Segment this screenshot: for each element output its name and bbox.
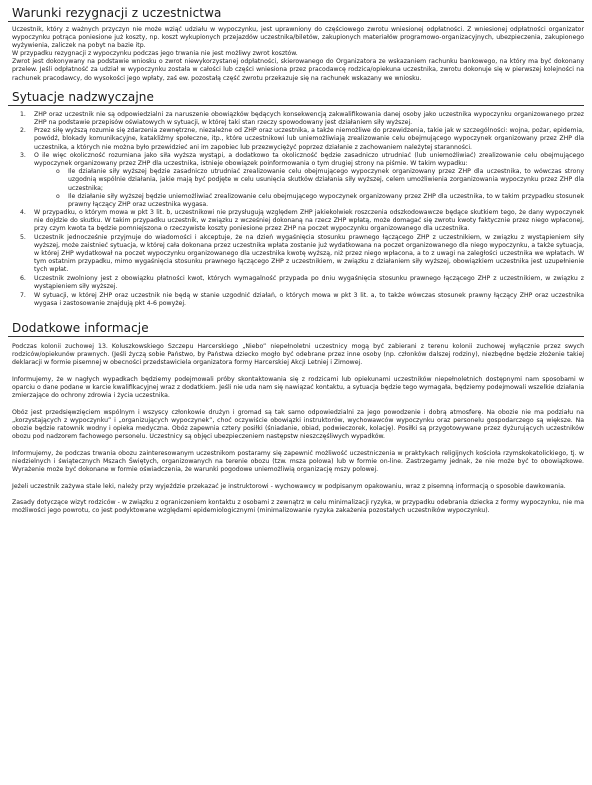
paragraph: Uczestnik, który z ważnych przyczyn nie może wziąć udziału w wypoczynku, jest uprawniony do częściowego zwrotu wniesionej odpłatności. Z wniesionej odpłatności organizator wypoczynku potrąca poniesione już koszty, np. koszt wykupionych przejazdów uczestnika/biletów, zakupionych materiałów programowo-organizacyjnych, ubezpieczenia, zakupionego wyżywienia, zaliczek na pobyt na bazie itp. — [12, 26, 584, 50]
list-item-text: Uczestnik zwolniony jest z obowiązku płatności kwot, których wymagalność przypada po dniu wygaśnięcia stosunku prawnego łączącego ZHP z uczestnikiem, w związku z wystąpieniem siły wyższej. — [34, 275, 584, 291]
sub-list-item — [56, 168, 584, 192]
section-title-additional-info: Dodatkowe informacje — [8, 321, 584, 337]
section-body-resignation — [8, 26, 584, 83]
list-item — [22, 234, 584, 274]
paragraph: Jeżeli uczestnik zażywa stale leki, należy przy wyjeździe przekazać je instruktorowi - wychowawcy w podpisanym opakowaniu, wraz z pisemną informacją o sposobie dawkowania. — [12, 482, 566, 490]
paragraph: Podczas kolonii zuchowej 13. Koluszkowskiego Szczepu Harcerskiego „Niebo” niepełnoletni uczestnicy mogą być zabierani z terenu kolonii zuchowej wyłącznie przez swych rodziców/opiekunów prawnych. (Jeśli życzą sobie Państwo, by Państwa dziecko mogło być odebrane przez inne osoby (np. członków dalszej rodziny), niezbędne będzie złożenie takiej deklaracji w formie pisemnej w obecności przedstawiciela organizatora formy Harcerskiej Akcji Letniej i Zimowej. — [12, 342, 584, 367]
paragraph: W przypadku rezygnacji z wypoczynku podczas jego trwania nie jest możliwy zwrot kosztów. — [12, 50, 298, 58]
sub-bullet: o — [56, 168, 60, 176]
list-item — [22, 292, 584, 308]
paragraph: Zwrot jest dokonywany na podstawie wniosku o zwrot niewykorzystanej odpłatności, skierowanego do Organizatora ze wskazaniem rachunku bankowego, na który ma być dokonany przelew. Jeśli odpłatność za udział w wypoczynku została w całości lub części wniesiona przez pracodawcę rodzica/opiekuna uczestnika, zwrotu dokonuje się w pierwszej kolejności na rachunek pracodawcy, do wysokości jego wpłaty, zaś ew. pozostałą część zwrotu przekazuje się na rachunek wskazany we wniosku. — [12, 58, 584, 82]
list-number: 1. — [20, 110, 26, 118]
section-title-force-majeure: Sytuacje nadzwyczajne — [8, 90, 584, 106]
list-item-text: O ile więc okoliczność rozumiana jako siła wyższa wystąpi, a dodatkowo ta okoliczność będzie zasadniczo utrudniać (lub uniemożliwiać) zrealizowanie celu obejmującego wypoczynek organizowany przez ZHP dla uczestnika, istnieje obowiązek poinformowania o tym drugiej strony na piśmie. W takim wypadku: — [34, 152, 584, 168]
list-item-text: W przypadku, o którym mowa w pkt 3 lit. b, uczestnikowi nie przysługują względem ZHP jakiekolwiek roszczenia odszkodowawcze będące skutkiem tego, że dany wypoczynek nie dojdzie do skutku. W takim przypadku uczestnik, w związku z wcześniej dokonaną na rzecz ZHP wpłatą, może domagać się zwrotu kwoty faktycznie przez niego wpłaconej, przy czym kwota ta będzie pomniejszona o rzeczywiste koszty poniesione przez ZHP na poczet wypoczynku organizowanego dla uczestnika. — [34, 209, 584, 233]
list-item — [22, 127, 584, 151]
list-number: 6. — [20, 275, 26, 283]
section-title-resignation: Warunki rezygnacji z uczestnictwa — [8, 6, 584, 22]
list-number: 7. — [20, 291, 26, 299]
list-item — [22, 152, 584, 209]
list-item-text: Przez siłę wyższą rozumie się zdarzenia zewnętrzne, niezależne od ZHP oraz uczestnika, a także niemożliwe do przewidzenia, takie jak w szczególności: wojna, pożar, epidemia, powódź, blokady komunikacyjne, katakliźmy społeczne, itp., które uczestnikowi lub uniemożliwiają zrealizowanie celu obejmującego wypoczynek organizowany przez ZHP dla uczestnika, a których nie można było przewidzieć ani im zapobiec lub przezwyciężyć poprzez działanie z zachowaniem należytej staranności. — [34, 127, 584, 151]
sub-list — [34, 168, 584, 208]
list-number: 4. — [20, 209, 26, 217]
list-item — [22, 209, 584, 233]
paragraph: Informujemy, że w nagłych wypadkach będziemy podejmowali próby skontaktowania się z rodzicami lub opiekunami uczestników niepełnoletnich dostępnymi nam sposobami w oparciu o dane podane w karcie kwalifikacyjnej wraz z dodatkiem. Jeśli nie uda nam się nawiązać kontaktu, a sytuacja będzie tego wymagała, będziemy podejmowali wszelkie działania zmierzające do ochrony zdrowia i życia uczestnika. — [12, 375, 584, 399]
section-additional-info — [8, 321, 584, 515]
section-force-majeure — [8, 90, 584, 308]
sub-list-item-text: Ile działanie siły wyższej będzie uniemożliwiać zrealizowanie celu obejmującego wypoczynek organizowany przez ZHP dla uczestnika, to w takim przypadku stosunek prawny łączący ZHP oraz uczestnika wygasa. — [68, 192, 584, 208]
sub-list-item — [56, 193, 584, 209]
list-item — [22, 111, 584, 127]
list-number: 2. — [20, 127, 26, 135]
section-resignation — [8, 6, 584, 83]
list-number: 5. — [20, 234, 26, 242]
list-item-text: ZHP oraz uczestnik nie są odpowiedzialni za naruszenie obowiązków będących konsekwencją zakwalifikowania danej osoby jako uczestnika wypoczynku organizowanego przez ZHP na podstawie przepisów oświatowych w sytuacji, w której taki stan rzeczy spowodowany jest działaniem siły wyższej. — [34, 110, 584, 126]
list-item-text: Uczestnik jednocześnie przyjmuje do wiadomości i akceptuje, że na dzień wygaśnięcia stosunku prawnego łączącego ZHP z uczestnikiem, w związku z wystąpieniem siły wyższej, może zaistnieć sytuacja, w której cała dokonana przez uczestnika wpłata zostanie już wydatkowana na poczet organizowanego dla niego wypoczynku, a także sytuacja, w której ZHP wydatkował na poczet wypoczynku organizowanego dla uczestnika kwotę wyższą, niż przez niego wpłacona, a to z uwagi na zaległości uczestnika we wpłatach. W tym ostatnim przypadku, mimo wygaśnięcia stosunku prawnego łączącego ZHP z uczestnikiem, w związku z działaniem siły wyższej, obowiązkiem uczestnika jest uzupełnienie tych wpłat. — [34, 234, 584, 274]
paragraph: Zasady dotyczące wizyt rodziców - w związku z ograniczeniem kontaktu z osobami z zewnątrz w celu minimalizacji ryzyka, w przypadku odebrania dziecka z formy wypoczynku, nie ma możliwości jego powrotu, co jest podyktowane względami epidemiologicznymi (minimalizowanie ryzyka zakażenia pozostałych uczestników wypoczynku). — [12, 499, 584, 515]
sub-bullet: o — [56, 192, 60, 200]
list-item-text: W sytuacji, w której ZHP oraz uczestnik nie będą w stanie uzgodnić działań, o których mowa w pkt 3 lit. a, to także wówczas stosunek prawny łączący ZHP oraz uczestnika wygasa i zastosowanie znajdują pkt 4-6 powyżej. — [34, 291, 584, 307]
numbered-list — [8, 111, 584, 308]
sub-list-item-text: Ile działanie siły wyższej będzie zasadniczo utrudniać zrealizowanie celu obejmującego wypoczynek organizowany przez ZHP dla uczestnika, to wówczas strony uzgodnią wspólnie działania, jakie mają być podjęte w celu usunięcia skutków działania siły wyższej, celem umożliwienia zorganizowania wypoczynku przez ZHP dla uczestnika; — [68, 168, 584, 192]
paragraph: Informujemy, że podczas trwania obozu zainteresowanym uczestnikom postaramy się zapewnić możliwość uczestniczenia w praktykach religijnych kościoła rzymskokatolickiego, tj. w niedzielnych i świątecznych Mszach Świętych, organizowanych na terenie obozu (tzw. msza polowa) lub w formie on-line. Zastrzegamy jednak, że nie może być to obowiązkowe. Wyrażenie może być dokonane w formie oświadczenia, że warunki pogodowe uniemożliwią organizację mszy polowej. — [12, 449, 584, 473]
list-number: 3. — [20, 152, 26, 160]
paragraph: Obóz jest przedsięwzięciem wspólnym i wszyscy członkowie drużyn i gromad są tak samo odpowiedzialni za jego powodzenie i dobrą atmosferę. Na obozie nie ma podziału na „korzystających z wypoczynku” i „organizujących wypoczynek”, choć oczywiście obowiązki instruktorów, wychowawców wypoczynku oraz personelu gospodarczego są większe. Na obozie będzie ratownik wodny i opieka medyczna. Obóz zapewnia cztery posiłki (śniadanie, obiad, podwieczorek, kolację). Posiłki są przygotowywane przez dyżurujących uczestników obozu pod nadzorem fachowego personelu. Uczestnicy są objęci ubezpieczeniem następstw nieszczęśliwych wypadków. — [12, 408, 584, 440]
list-item — [22, 275, 584, 291]
section-body-additional-info — [8, 343, 584, 515]
